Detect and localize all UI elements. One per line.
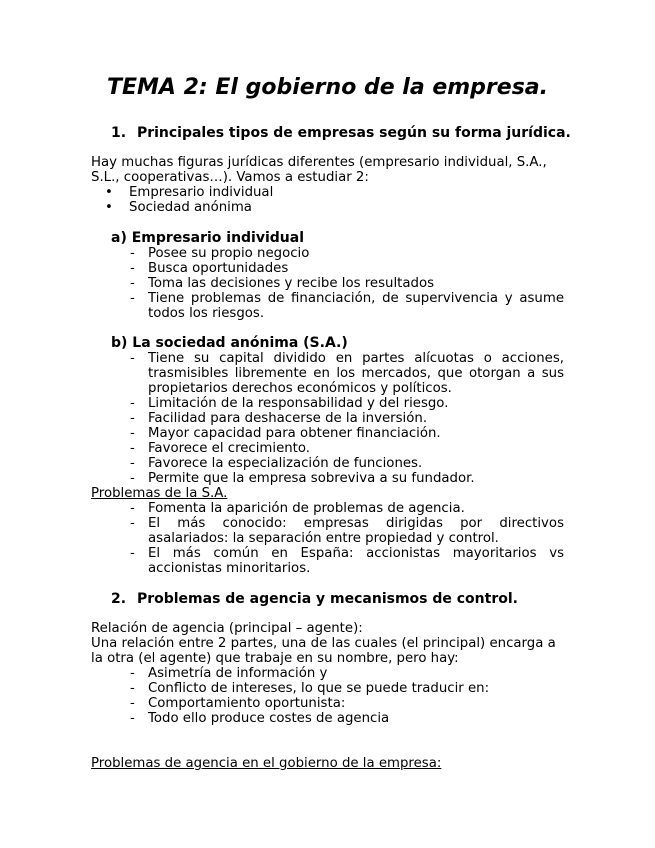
list-item: - Toma las decisiones y recibe los resultados bbox=[130, 276, 564, 291]
list-item: - Limitación de la responsabilidad y del riesgo. bbox=[130, 396, 564, 411]
list-item: - El más común en España: accionistas mayoritarios vs accionistas minoritarios. bbox=[130, 546, 564, 576]
subsection-a-heading: a) Empresario individual bbox=[111, 230, 305, 246]
section-2-number: 2. bbox=[111, 591, 127, 607]
types-list bbox=[91, 185, 564, 215]
list-item: - Favorece la especialización de funciones. bbox=[130, 456, 564, 471]
list-item: - Asimetría de información y bbox=[130, 666, 564, 681]
list-item: - Permite que la empresa sobreviva a su fundador. bbox=[130, 471, 564, 486]
section-2-heading bbox=[111, 590, 518, 608]
section-2-title: Problemas de agencia y mecanismos de control. bbox=[136, 591, 518, 607]
list-item: • Sociedad anónima bbox=[91, 200, 564, 215]
list-item: - Favorece el crecimiento. bbox=[130, 441, 564, 456]
document-title: TEMA 2: El gobierno de la empresa. bbox=[107, 75, 548, 100]
list-item: - Busca oportunidades bbox=[130, 261, 564, 276]
problems-heading: Problemas de la S.A. bbox=[91, 486, 228, 501]
section-1-intro: Hay muchas figuras jurídicas diferentes (empresario individual, S.A., S.L., cooperativas…). Vamos a estudiar 2: bbox=[91, 155, 547, 185]
list-item: - Todo ello produce costes de agencia bbox=[130, 711, 564, 726]
agency-list bbox=[130, 666, 564, 726]
relation-text: Una relación entre 2 partes, una de las cuales (el principal) encarga a la otra (el agente) que trabaje en su nombre, pero hay: bbox=[91, 636, 556, 666]
list-item: - Tiene su capital dividido en partes alícuotas o acciones, trasmisibles libremente en los mercados, que otorgan a sus propietarios derechos económicos y políticos. bbox=[130, 351, 564, 396]
agency-problems-heading: Problemas de agencia en el gobierno de la empresa: bbox=[91, 756, 442, 771]
subsection-b-heading: b) La sociedad anónima (S.A.) bbox=[111, 335, 348, 351]
list-item: - Fomenta la aparición de problemas de agencia. bbox=[130, 501, 564, 516]
list-item: - Posee su propio negocio bbox=[130, 246, 564, 261]
problems-list bbox=[130, 501, 564, 576]
section-1-number: 1. bbox=[111, 125, 127, 141]
list-item: - Facilidad para deshacerse de la inversión. bbox=[130, 411, 564, 426]
list-item: • Empresario individual bbox=[91, 185, 564, 200]
relation-label: Relación de agencia (principal – agente): bbox=[91, 621, 363, 636]
list-item: - Tiene problemas de financiación, de supervivencia y asume todos los riesgos. bbox=[130, 291, 564, 321]
subsection-b-list bbox=[130, 351, 564, 486]
subsection-a-list bbox=[130, 246, 564, 321]
section-1-heading bbox=[111, 124, 571, 142]
list-item: - Comportamiento oportunista: bbox=[130, 696, 564, 711]
list-item: - Mayor capacidad para obtener financiación. bbox=[130, 426, 564, 441]
section-1-title: Principales tipos de empresas según su forma jurídica. bbox=[136, 125, 571, 141]
list-item: - Conflicto de intereses, lo que se puede traducir en: bbox=[130, 681, 564, 696]
list-item: - El más conocido: empresas dirigidas por directivos asalariados: la separación entre propiedad y control. bbox=[130, 516, 564, 546]
